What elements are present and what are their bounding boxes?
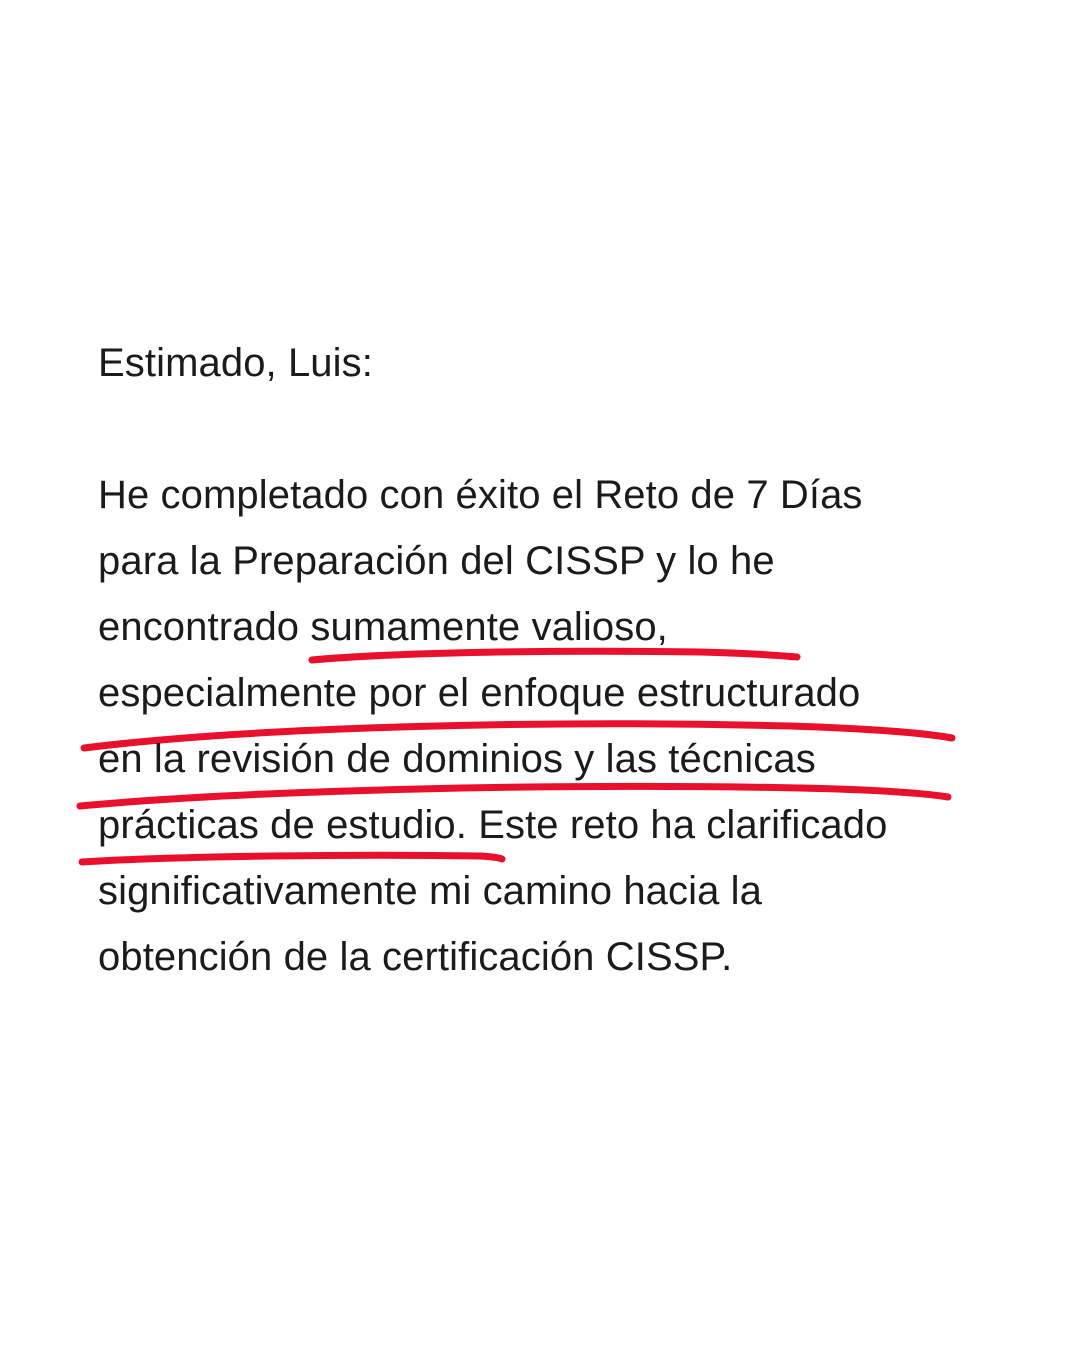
letter-body (98, 330, 978, 990)
paragraph-line: significativamente mi camino hacia la (98, 869, 762, 913)
paragraph-line: para la Preparación del CISSP y lo he (98, 539, 775, 583)
paragraph-line: especialmente por el enfoque estructurado (98, 671, 861, 715)
paragraph-line: He completado con éxito el Reto de 7 Días (98, 473, 863, 517)
paragraph-spacer (98, 396, 978, 462)
paragraph-line: encontrado sumamente valioso, (98, 605, 668, 649)
paragraph-line: prácticas de estudio. Este reto ha clarificado (98, 803, 888, 847)
paragraph-line: en la revisión de dominios y las técnicas (98, 737, 816, 781)
paragraph-line: obtención de la certificación CISSP. (98, 935, 733, 979)
paragraph (98, 462, 978, 990)
salutation: Estimado, Luis: (98, 341, 373, 385)
